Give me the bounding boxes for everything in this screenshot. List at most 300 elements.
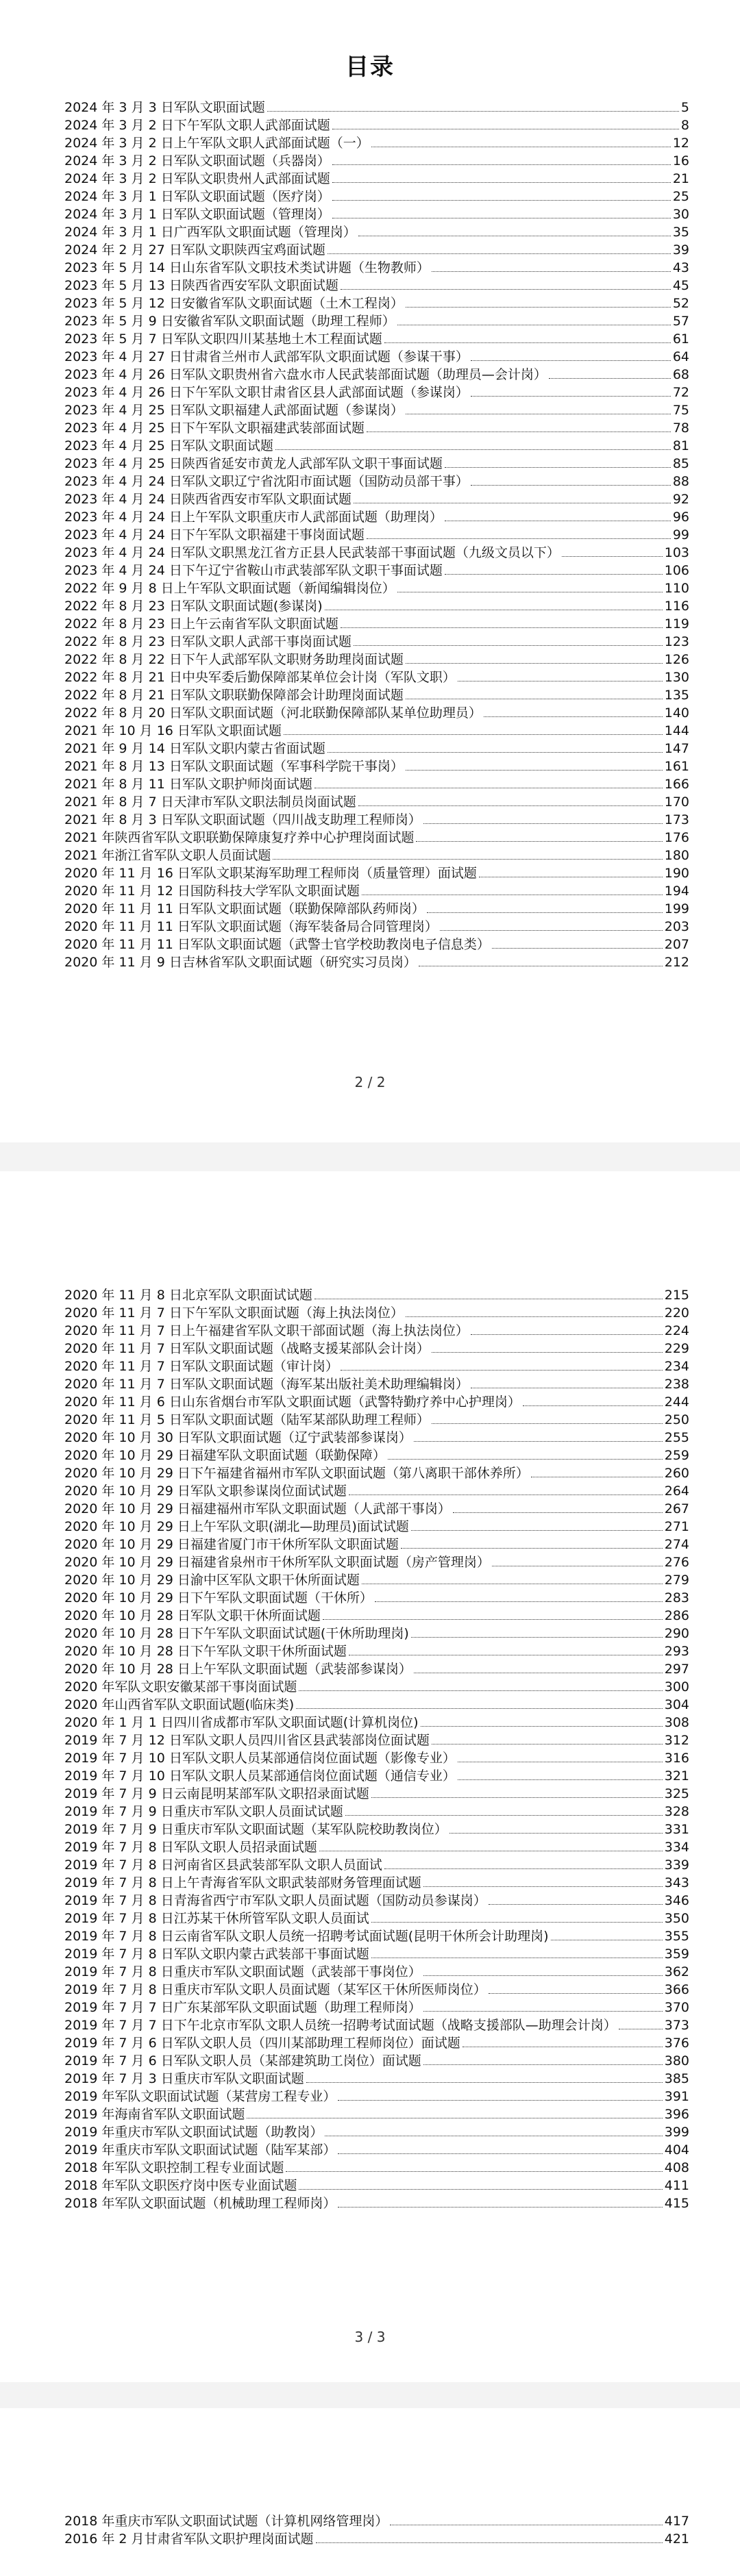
toc-entry-page-number: 5 — [680, 100, 689, 115]
dot-leader — [406, 770, 663, 771]
toc-entry[interactable] — [64, 151, 689, 168]
toc-entry-page-number: 81 — [672, 438, 689, 453]
toc-entry[interactable] — [64, 1695, 689, 1712]
dot-leader — [401, 1548, 663, 1549]
toc-entry[interactable] — [64, 2175, 689, 2193]
toc-entry-page-number: 75 — [672, 403, 689, 418]
toc-entry-page-number: 396 — [664, 2107, 689, 2122]
toc-entry-page-number: 207 — [664, 937, 689, 952]
toc-entry[interactable] — [64, 827, 689, 845]
toc-entry-page-number: 300 — [664, 1679, 689, 1695]
toc-entry-page-number: 343 — [664, 1875, 689, 1890]
dot-leader — [323, 1619, 663, 1620]
toc-entry[interactable] — [64, 1499, 689, 1516]
toc-entry[interactable] — [64, 667, 689, 685]
dot-leader — [421, 1726, 663, 1727]
dot-leader — [273, 859, 662, 860]
toc-entry[interactable] — [64, 863, 689, 881]
toc-entry-title: 2019 年 7 月 6 日军队文职人员（某部建筑助工岗位）面试题 — [64, 2053, 421, 2068]
toc-entry-page-number: 366 — [664, 1982, 689, 1997]
toc-entry[interactable] — [64, 2086, 689, 2104]
toc-entry-title: 2020 年 11 月 11 日军队文职面试题（武警士官学校助教岗电子信息类） — [64, 937, 490, 952]
toc-entry[interactable] — [64, 1481, 689, 1499]
toc-entry[interactable] — [64, 2193, 689, 2211]
toc-list — [64, 1285, 689, 2211]
dot-leader — [338, 2100, 662, 2101]
toc-entry[interactable] — [64, 952, 689, 970]
toc-entry-title: 2019 年 7 月 12 日军队文职人员四川省区县武装部岗位面试题 — [64, 1733, 430, 1748]
dot-leader — [445, 574, 663, 575]
toc-entry-title: 2020 年 1 月 1 日四川省成都市军队文职面试题(计算机岗位) — [64, 1715, 419, 1730]
toc-entry-page-number: 126 — [664, 652, 689, 667]
toc-entry-page-number: 144 — [664, 723, 689, 738]
toc-entry[interactable] — [64, 1748, 689, 1766]
toc-entry-page-number: 316 — [664, 1751, 689, 1766]
toc-entry[interactable] — [64, 2033, 689, 2051]
toc-entry-title: 2024 年 3 月 1 日广西军队文职面试题（管理岗） — [64, 225, 356, 240]
toc-entry[interactable] — [64, 1338, 689, 1356]
toc-entry[interactable] — [64, 1890, 689, 1908]
dot-leader — [423, 2011, 663, 2012]
dot-leader — [423, 1886, 663, 1887]
toc-entry[interactable] — [64, 703, 689, 721]
toc-entry-title: 2024 年 3 月 3 日军队文职面试题 — [64, 100, 265, 115]
toc-entry[interactable] — [64, 1445, 689, 1463]
toc-entry-title: 2020 年 11 月 12 日国防科技大学军队文职面试题 — [64, 884, 360, 899]
toc-entry[interactable] — [64, 1944, 689, 1962]
toc-entry[interactable] — [64, 1730, 689, 1748]
toc-entry[interactable] — [64, 186, 689, 204]
toc-entry-page-number: 68 — [672, 367, 689, 382]
toc-entry[interactable] — [64, 845, 689, 863]
toc-entry-title: 2019 年 7 月 9 日重庆市军队文职面试题（某军队院校助教岗位） — [64, 1822, 447, 1837]
toc-entry-page-number: 12 — [672, 136, 689, 151]
toc-entry[interactable] — [64, 1855, 689, 1873]
toc-entry[interactable] — [64, 881, 689, 899]
dot-leader — [562, 556, 663, 557]
toc-entry-title: 2018 年军队文职控制工程专业面试题 — [64, 2160, 284, 2175]
dot-leader — [384, 342, 671, 343]
toc-entry-page-number: 286 — [664, 1608, 689, 1623]
toc-entry[interactable] — [64, 1908, 689, 1926]
dot-leader — [358, 805, 663, 806]
dot-leader — [453, 1512, 663, 1513]
toc-entry-page-number: 215 — [664, 1288, 689, 1303]
toc-entry[interactable] — [64, 1712, 689, 1730]
toc-entry-title: 2024 年 3 月 2 日军队文职面试题（兵器岗） — [64, 153, 330, 168]
toc-entry[interactable] — [64, 774, 689, 792]
toc-entry-title: 2018 年重庆市军队文职面试试题（计算机网络管理岗） — [64, 2514, 388, 2529]
toc-entry-page-number: 373 — [664, 2018, 689, 2033]
toc-entry-title: 2019 年 7 月 7 日广东某部军队文职面试题（助理工程师岗） — [64, 2000, 421, 2015]
dot-leader — [489, 1993, 663, 1994]
toc-entry-title: 2023 年 4 月 27 日甘肃省兰州市人武部军队文职面试题（参谋干事） — [64, 349, 469, 364]
toc-entry-page-number: 16 — [672, 153, 689, 168]
toc-entry[interactable] — [64, 2158, 689, 2175]
toc-entry-page-number: 166 — [664, 777, 689, 792]
toc-entry[interactable] — [64, 1962, 689, 1979]
toc-entry-title: 2023 年 4 月 26 日军队文职贵州省六盘水市人民武装部面试题（助理员—会计岗） — [64, 367, 547, 382]
toc-entry-page-number: 180 — [664, 848, 689, 863]
toc-entry-title: 2019 年 7 月 8 日江苏某干休所管军队文职人员面试 — [64, 1911, 369, 1926]
toc-entry[interactable] — [64, 293, 689, 311]
toc-entry[interactable] — [64, 347, 689, 364]
toc-entry-title: 2019 年 7 月 8 日青海省西宁市军队文职人员面试题（国防动员参谋岗） — [64, 1893, 486, 1908]
dot-leader — [471, 396, 671, 397]
toc-entry-page-number: 147 — [664, 741, 689, 756]
toc-entry[interactable] — [64, 1410, 689, 1427]
toc-entry-page-number: 234 — [664, 1359, 689, 1374]
toc-entry-title: 2020 年 10 月 29 日下午军队文职面试题（干休所） — [64, 1590, 373, 1605]
toc-entry[interactable] — [64, 436, 689, 453]
toc-entry[interactable] — [64, 364, 689, 382]
toc-entry-title: 2024 年 2 月 27 日军队文职陕西宝鸡面试题 — [64, 242, 325, 258]
toc-entry-page-number: 92 — [672, 492, 689, 507]
dot-leader — [367, 538, 671, 539]
toc-entry[interactable] — [64, 418, 689, 436]
dot-leader — [471, 360, 671, 361]
toc-entry-title: 2019 年 7 月 9 日云南昆明某部军队文职招录面试题 — [64, 1786, 369, 1801]
toc-entry-title: 2020 年 11 月 7 日军队文职面试题（战略支援某部队会计岗） — [64, 1341, 430, 1356]
toc-entry[interactable] — [64, 1819, 689, 1837]
toc-entry[interactable] — [64, 1659, 689, 1677]
toc-entry-page-number: 385 — [664, 2071, 689, 2086]
toc-entry-page-number: 260 — [664, 1466, 689, 1481]
toc-entry[interactable] — [64, 1605, 689, 1623]
toc-entry-title: 2020 年 11 月 9 日吉林省军队文职面试题（研究实习员岗） — [64, 955, 417, 970]
toc-entry-page-number: 312 — [664, 1733, 689, 1748]
toc-entry-page-number: 123 — [664, 634, 689, 649]
toc-entry-title: 2022 年 8 月 21 日军队文职联勤保障部会计助理岗面试题 — [64, 688, 404, 703]
dot-leader — [406, 663, 663, 664]
dot-leader — [338, 2153, 662, 2154]
dot-leader — [299, 1690, 662, 1691]
toc-entry-page-number: 290 — [664, 1626, 689, 1641]
toc-entry[interactable] — [64, 2529, 689, 2547]
toc-entry-page-number: 176 — [664, 830, 689, 845]
toc-entry[interactable] — [64, 275, 689, 293]
toc-entry[interactable] — [64, 934, 689, 952]
toc-entry-page-number: 408 — [664, 2160, 689, 2175]
toc-entry[interactable] — [64, 578, 689, 596]
toc-entry-page-number: 199 — [664, 901, 689, 916]
toc-entry[interactable] — [64, 2122, 689, 2140]
toc-entry[interactable] — [64, 1285, 689, 1303]
toc-entry-title: 2020 年 10 月 29 日福建省厦门市干休所军队文职面试题 — [64, 1537, 399, 1552]
toc-entry-title: 2020 年 11 月 7 日下午军队文职面试题（海上执法岗位） — [64, 1305, 404, 1321]
toc-entry[interactable] — [64, 632, 689, 649]
toc-entry[interactable] — [64, 2051, 689, 2068]
dot-leader — [338, 2207, 662, 2208]
toc-entry-title: 2020 年 11 月 5 日军队文职面试题（陆军某部队助理工程师） — [64, 1412, 430, 1427]
toc-entry[interactable] — [64, 1321, 689, 1338]
toc-entry-page-number: 8 — [680, 118, 689, 133]
toc-entry-title: 2019 年军队文职面试试题（某营房工程专业） — [64, 2089, 336, 2104]
dot-leader — [341, 1370, 663, 1371]
toc-entry[interactable] — [64, 168, 689, 186]
toc-entry-page-number: 25 — [672, 189, 689, 204]
dot-leader — [275, 449, 671, 450]
toc-entry-title: 2024 年 3 月 2 日上午军队文职人武部面试题（一） — [64, 136, 369, 151]
dot-leader — [332, 164, 671, 165]
toc-entry-title: 2020 年 10 月 29 日福建军队文职面试题（联勤保障） — [64, 1448, 386, 1463]
toc-entry-page-number: 267 — [664, 1501, 689, 1516]
toc-entry[interactable] — [64, 382, 689, 400]
toc-entry-page-number: 96 — [672, 510, 689, 525]
toc-entry[interactable] — [64, 1784, 689, 1801]
toc-entry-page-number: 170 — [664, 795, 689, 810]
toc-entry[interactable] — [64, 1926, 689, 1944]
toc-entry-page-number: 346 — [664, 1893, 689, 1908]
toc-page-2 — [0, 1171, 740, 2382]
dot-leader — [299, 2189, 662, 2190]
dot-leader — [449, 1833, 663, 1834]
toc-entry-title: 2020 年 10 月 28 日下午军队文职面试试题(干休所助理岗) — [64, 1626, 409, 1641]
toc-entry-page-number: 271 — [664, 1519, 689, 1534]
dot-leader — [341, 289, 671, 290]
toc-list — [64, 97, 689, 970]
toc-entry-title: 2019 年海南省军队文职面试题 — [64, 2107, 245, 2122]
toc-entry-page-number: 328 — [664, 1804, 689, 1819]
toc-entry-page-number: 173 — [664, 812, 689, 827]
toc-entry[interactable] — [64, 792, 689, 810]
toc-entry-page-number: 264 — [664, 1484, 689, 1499]
toc-entry-title: 2023 年 4 月 25 日陕西省延安市黄龙人武部军队文职干事面试题 — [64, 456, 443, 471]
toc-entry-title: 2022 年 9 月 8 日上午军队文职面试题（新闻编辑岗位） — [64, 581, 395, 596]
toc-entry-title: 2021 年 8 月 3 日军队文职面试题（四川战支助理工程师岗） — [64, 812, 421, 827]
toc-entry[interactable] — [64, 2015, 689, 2033]
toc-entry[interactable] — [64, 1516, 689, 1534]
toc-entry-page-number: 135 — [664, 688, 689, 703]
page-number: 3 / 3 — [354, 2329, 386, 2345]
dot-leader — [440, 930, 663, 931]
toc-entry-title: 2020 年 11 月 8 日北京军队文职面试试题 — [64, 1288, 312, 1303]
toc-entry-title: 2019 年 7 月 8 日河南省区县武装部军队文职人员面试 — [64, 1858, 382, 1873]
toc-entry-page-number: 276 — [664, 1555, 689, 1570]
toc-entry-page-number: 85 — [672, 456, 689, 471]
dot-leader — [432, 1352, 663, 1353]
toc-entry[interactable] — [64, 2140, 689, 2158]
toc-entry-page-number: 244 — [664, 1395, 689, 1410]
toc-entry[interactable] — [64, 685, 689, 703]
dot-leader — [296, 1708, 663, 1709]
dot-leader — [284, 734, 663, 735]
toc-entry[interactable] — [64, 453, 689, 471]
toc-entry[interactable] — [64, 899, 689, 916]
toc-entry-page-number: 339 — [664, 1858, 689, 1873]
dot-leader — [432, 271, 671, 272]
toc-entry[interactable] — [64, 525, 689, 542]
toc-entry-page-number: 274 — [664, 1537, 689, 1552]
toc-entry-title: 2021 年 9 月 14 日军队文职内蒙古省面试题 — [64, 741, 325, 756]
toc-entry-title: 2021 年 8 月 13 日军队文职面试题（军事科学院干事岗） — [64, 759, 404, 774]
toc-entry-page-number: 321 — [664, 1768, 689, 1784]
toc-entry-page-number: 380 — [664, 2053, 689, 2068]
toc-entry-title: 2020 年 11 月 11 日军队文职面试题（联勤保障部队药师岗） — [64, 901, 425, 916]
toc-entry[interactable] — [64, 258, 689, 275]
toc-entry-page-number: 293 — [664, 1644, 689, 1659]
dot-leader — [411, 1530, 663, 1531]
toc-entry[interactable] — [64, 738, 689, 756]
toc-entry-title: 2021 年 8 月 11 日军队文职护师岗面试题 — [64, 777, 312, 792]
dot-leader — [427, 912, 663, 913]
toc-entry-page-number: 39 — [672, 242, 689, 258]
toc-entry-title: 2024 年 3 月 1 日军队文职面试题（管理岗） — [64, 207, 330, 222]
dot-leader — [354, 645, 663, 646]
toc-entry-title: 2021 年 8 月 7 日天津市军队文职法制员岗面试题 — [64, 795, 356, 810]
toc-entry[interactable] — [64, 240, 689, 258]
dot-leader — [328, 752, 663, 753]
dot-leader — [523, 1405, 663, 1406]
toc-entry-title: 2019 年 7 月 9 日重庆市军队文职人员面试试题 — [64, 1804, 343, 1819]
toc-entry-page-number: 88 — [672, 474, 689, 489]
toc-entry-title: 2019 年 7 月 8 日军队文职人员招录面试题 — [64, 1840, 317, 1855]
dot-leader — [328, 253, 671, 254]
toc-entry-title: 2020 年 10 月 28 日军队文职干休所面试题 — [64, 1608, 321, 1623]
toc-entry-title: 2023 年 4 月 24 日军队文职辽宁省沈阳市面试题（国防动员部干事） — [64, 474, 469, 489]
toc-entry[interactable] — [64, 2511, 689, 2529]
toc-entry[interactable] — [64, 614, 689, 632]
toc-entry[interactable] — [64, 1979, 689, 1997]
toc-entry-title: 2020 年 11 月 7 日上午福建省军队文职干部面试题（海上执法岗位） — [64, 1323, 469, 1338]
toc-entry-title: 2020 年 10 月 29 日上午军队文职(湖北—助理员)面试试题 — [64, 1519, 409, 1534]
dot-leader — [458, 1779, 663, 1780]
toc-entry-title: 2022 年 8 月 23 日上午云南省军队文职面试题 — [64, 616, 338, 632]
toc-entry[interactable] — [64, 649, 689, 667]
toc-entry-title: 2020 年 10 月 29 日军队文职参谋岗位面试试题 — [64, 1484, 347, 1499]
toc-entry[interactable] — [64, 1570, 689, 1588]
toc-entry[interactable] — [64, 916, 689, 934]
toc-entry-title: 2019 年重庆市军队文职面试试题（助教岗） — [64, 2125, 323, 2140]
toc-entry[interactable] — [64, 810, 689, 827]
toc-entry-page-number: 297 — [664, 1662, 689, 1677]
toc-entry-title: 2023 年 5 月 9 日安徽省军队文职面试题（助理工程师） — [64, 314, 395, 329]
toc-entry-title: 2023 年 4 月 24 日下午辽宁省鞍山市武装部军队文职干事面试题 — [64, 563, 443, 578]
toc-entry-page-number: 411 — [664, 2178, 689, 2193]
toc-entry[interactable] — [64, 311, 689, 329]
toc-entry[interactable] — [64, 1463, 689, 1481]
toc-entry-title: 2020 年 11 月 7 日军队文职面试题（审计岗） — [64, 1359, 338, 1374]
toc-entry-page-number: 283 — [664, 1590, 689, 1605]
dot-leader — [411, 1637, 663, 1638]
toc-entry-title: 2019 年 7 月 6 日军队文职人员（四川某部助理工程师岗位）面试题 — [64, 2036, 460, 2051]
dot-leader — [492, 948, 663, 949]
toc-entry[interactable] — [64, 1356, 689, 1374]
toc-entry-title: 2023 年 5 月 7 日军队文职四川某基地土木工程面试题 — [64, 332, 382, 347]
toc-entry[interactable] — [64, 1873, 689, 1890]
toc-entry-page-number: 190 — [664, 866, 689, 881]
dot-leader — [345, 1815, 663, 1816]
toc-entry-page-number: 250 — [664, 1412, 689, 1427]
dot-leader — [432, 1423, 663, 1424]
toc-entry[interactable] — [64, 560, 689, 578]
toc-entry[interactable] — [64, 1374, 689, 1392]
toc-entry-page-number: 35 — [672, 225, 689, 240]
toc-entry-title: 2020 年 10 月 28 日下午军队文职干休所面试题 — [64, 1644, 347, 1659]
toc-entry-page-number: 78 — [672, 421, 689, 436]
toc-entry-title: 2021 年浙江省军队文职人员面试题 — [64, 848, 271, 863]
toc-entry-title: 2020 年 11 月 7 日军队文职面试题（海军某出版社美术助理编辑岗） — [64, 1377, 469, 1392]
toc-entry[interactable] — [64, 1552, 689, 1570]
toc-entry-title: 2022 年 8 月 22 日下午人武部军队文职财务助理岗面试题 — [64, 652, 404, 667]
toc-entry-title: 2024 年 3 月 2 日军队文职贵州人武部面试题 — [64, 171, 330, 186]
toc-entry-page-number: 30 — [672, 207, 689, 222]
toc-entry[interactable] — [64, 1534, 689, 1552]
toc-entry[interactable] — [64, 1623, 689, 1641]
toc-entry[interactable] — [64, 329, 689, 347]
toc-entry[interactable] — [64, 542, 689, 560]
toc-entry[interactable] — [64, 756, 689, 774]
dot-leader — [267, 111, 679, 112]
toc-entry[interactable] — [64, 1392, 689, 1410]
toc-entry-title: 2024 年 3 月 1 日军队文职面试题（医疗岗） — [64, 189, 330, 204]
toc-entry-title: 2020 年 11 月 11 日军队文职面试题（海军装备局合同管理岗） — [64, 919, 438, 934]
toc-entry[interactable] — [64, 1766, 689, 1784]
toc-entry[interactable] — [64, 1641, 689, 1659]
toc-entry[interactable] — [64, 1588, 689, 1605]
toc-entry[interactable] — [64, 471, 689, 489]
toc-entry[interactable] — [64, 1837, 689, 1855]
toc-entry[interactable] — [64, 204, 689, 222]
toc-entry[interactable] — [64, 721, 689, 738]
toc-entry-page-number: 64 — [672, 349, 689, 364]
dot-leader — [489, 1904, 663, 1905]
toc-entry-page-number: 308 — [664, 1715, 689, 1730]
toc-entry[interactable] — [64, 489, 689, 507]
toc-entry-page-number: 355 — [664, 1929, 689, 1944]
dot-leader — [375, 1601, 663, 1602]
toc-entry-title: 2019 年 7 月 10 日军队文职人员某部通信岗位面试题（通信专业） — [64, 1768, 456, 1784]
toc-entry[interactable] — [64, 400, 689, 418]
toc-entry-page-number: 255 — [664, 1430, 689, 1445]
toc-entry-page-number: 359 — [664, 1947, 689, 1962]
toc-entry-page-number: 57 — [672, 314, 689, 329]
toc-entry-page-number: 334 — [664, 1840, 689, 1855]
toc-entry-page-number: 415 — [664, 2196, 689, 2211]
toc-entry-page-number: 52 — [672, 296, 689, 311]
toc-entry[interactable] — [64, 2104, 689, 2122]
toc-entry[interactable] — [64, 1427, 689, 1445]
toc-entry-title: 2018 年军队文职面试题（机械助理工程师岗） — [64, 2196, 336, 2211]
toc-entry-title: 2021 年陕西省军队文职联勤保障康复疗养中心护理岗面试题 — [64, 830, 415, 845]
toc-entry-page-number: 304 — [664, 1697, 689, 1712]
toc-entry[interactable] — [64, 133, 689, 151]
toc-entry[interactable] — [64, 1997, 689, 2015]
toc-entry-page-number: 116 — [664, 599, 689, 614]
dot-leader — [286, 2171, 662, 2172]
dot-leader — [388, 1459, 663, 1460]
toc-entry[interactable] — [64, 596, 689, 614]
toc-entry[interactable] — [64, 222, 689, 240]
toc-entry[interactable] — [64, 115, 689, 133]
toc-entry-title: 2019 年 7 月 8 日军队文职内蒙古武装部干事面试题 — [64, 1947, 369, 1962]
toc-entry-title: 2020 年 11 月 16 日军队文职某海军助理工程师岗（质量管理）面试题 — [64, 866, 477, 881]
toc-entry-title: 2023 年 4 月 25 日下午军队文职福建武装部面试题 — [64, 421, 365, 436]
toc-entry-title: 2019 年重庆市军队文职面试试题（陆军某部） — [64, 2142, 336, 2158]
toc-entry[interactable] — [64, 1801, 689, 1819]
toc-entry-page-number: 229 — [664, 1341, 689, 1356]
toc-entry[interactable] — [64, 2068, 689, 2086]
toc-entry[interactable] — [64, 1303, 689, 1321]
toc-entry[interactable] — [64, 97, 689, 115]
toc-entry-title: 2020 年 10 月 29 日下午福建省福州市军队文职面试题（第八离职干部休养所） — [64, 1466, 529, 1481]
dot-leader — [371, 1922, 663, 1923]
toc-entry[interactable] — [64, 1677, 689, 1695]
toc-entry-title: 2021 年 10 月 16 日军队文职面试题 — [64, 723, 282, 738]
toc-entry[interactable] — [64, 507, 689, 525]
toc-entry-page-number: 106 — [664, 563, 689, 578]
toc-entry-page-number: 61 — [672, 332, 689, 347]
